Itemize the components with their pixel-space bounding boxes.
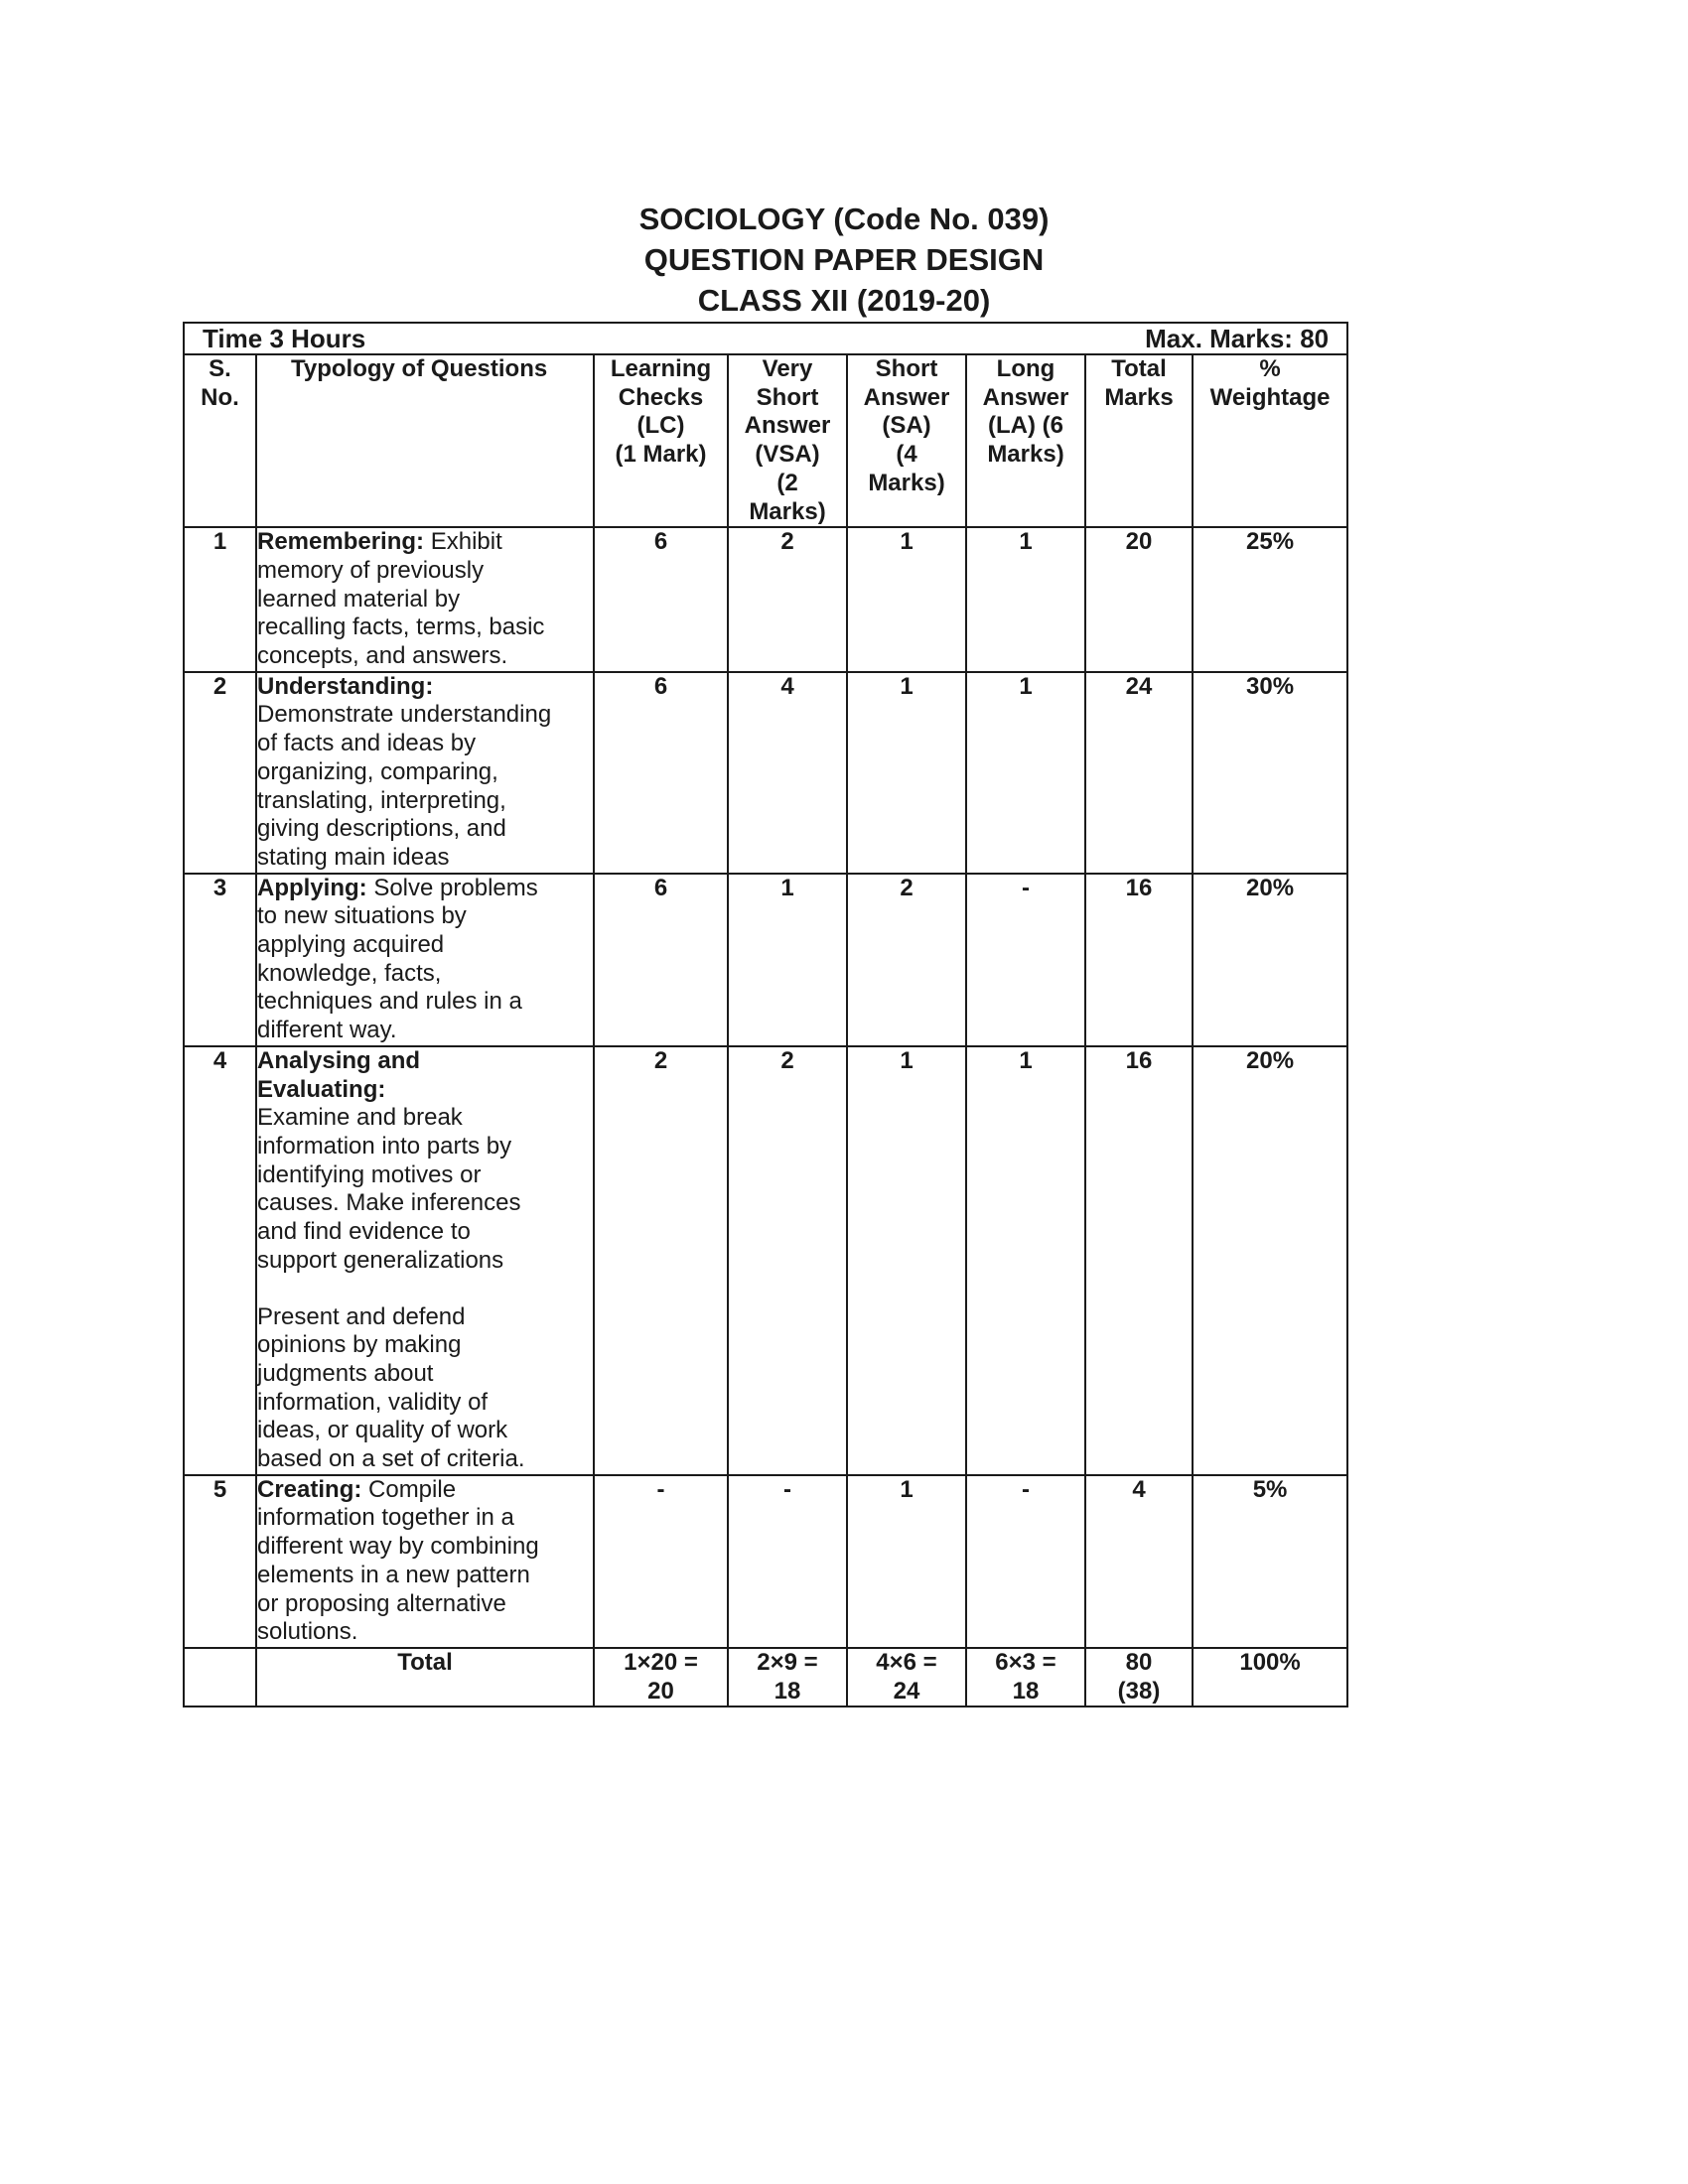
row-total-marks: 16 xyxy=(1085,874,1193,1046)
row-weightage: 30% xyxy=(1193,672,1347,874)
row-serial-number: 2 xyxy=(184,672,256,874)
typology-line xyxy=(257,960,593,989)
total-weightage xyxy=(1193,1648,1347,1706)
question-paper-design-table xyxy=(183,322,1348,1707)
typology-text: Present and defend xyxy=(257,1302,466,1330)
table-row xyxy=(184,672,1347,874)
cell-line: S. xyxy=(209,355,231,382)
total-row xyxy=(184,1648,1347,1706)
typology-line xyxy=(257,758,593,787)
cell-line: Marks) xyxy=(987,441,1064,469)
row-vsa-count: - xyxy=(728,1475,847,1648)
typology-text: learned material by xyxy=(257,585,461,613)
document-class: CLASS XII (2019-20) xyxy=(697,283,991,318)
cell-line: Long xyxy=(996,355,1055,382)
typology-text: Examine and break xyxy=(257,1104,463,1132)
row-sa-count: 1 xyxy=(847,672,966,874)
header-typology xyxy=(256,354,594,527)
cell-line: (SA) xyxy=(882,412,931,440)
row-typology xyxy=(256,672,594,874)
typology-text: judgments about xyxy=(257,1359,434,1387)
typology-line xyxy=(257,1076,593,1105)
cell-line: (1 Mark) xyxy=(615,441,707,469)
typology-line xyxy=(257,931,593,960)
cell-line: Learning xyxy=(610,355,712,382)
table-header-row xyxy=(184,354,1347,527)
cell-line: (38) xyxy=(1117,1677,1161,1705)
typology-text: based on a set of criteria. xyxy=(257,1445,525,1473)
typology-text: concepts, and answers. xyxy=(257,642,508,670)
total-label: Total xyxy=(256,1648,594,1706)
header-sno xyxy=(184,354,256,527)
row-typology xyxy=(256,527,594,672)
typology-line xyxy=(257,1189,593,1218)
typology-line xyxy=(257,1618,593,1647)
total-vsa xyxy=(728,1648,847,1706)
typology-text: solutions. xyxy=(257,1618,358,1646)
meta-cell xyxy=(184,323,1347,354)
header-la xyxy=(966,354,1085,527)
row-serial-number: 3 xyxy=(184,874,256,1046)
cell-line: Short xyxy=(756,383,819,411)
row-la-count: - xyxy=(966,874,1085,1046)
table-body xyxy=(184,527,1347,1706)
row-typology xyxy=(256,1046,594,1475)
typology-gap xyxy=(257,1276,593,1303)
typology-text: Solve problems xyxy=(366,874,538,901)
typology-line xyxy=(257,844,593,873)
cell-line: Weightage xyxy=(1209,383,1331,411)
typology-line xyxy=(257,614,593,642)
typology-line xyxy=(257,1133,593,1161)
typology-line xyxy=(257,902,593,931)
row-sa-count: 1 xyxy=(847,1475,966,1648)
typology-line xyxy=(257,1104,593,1133)
total-marks xyxy=(1085,1648,1193,1706)
typology-line xyxy=(257,557,593,586)
row-vsa-count: 2 xyxy=(728,527,847,672)
typology-line xyxy=(257,1331,593,1360)
row-typology xyxy=(256,874,594,1046)
typology-heading: Creating: xyxy=(257,1475,362,1503)
typology-heading: Understanding: xyxy=(257,672,434,700)
typology-text: recalling facts, terms, basic xyxy=(257,614,545,641)
typology-line xyxy=(257,1590,593,1619)
row-total-marks: 16 xyxy=(1085,1046,1193,1475)
typology-text: translating, interpreting, xyxy=(257,786,506,814)
typology-text: Compile xyxy=(361,1475,457,1503)
table-meta-row xyxy=(184,323,1347,354)
typology-line xyxy=(257,1389,593,1418)
typology-line xyxy=(257,528,593,557)
typology-text: different way by combining xyxy=(257,1533,539,1561)
typology-line xyxy=(257,1445,593,1474)
title-block xyxy=(0,199,1688,321)
typology-text: opinions by making xyxy=(257,1331,462,1359)
typology-line xyxy=(257,1218,593,1247)
typology-line xyxy=(257,701,593,730)
total-sa xyxy=(847,1648,966,1706)
typology-line xyxy=(257,1562,593,1590)
row-weightage: 25% xyxy=(1193,527,1347,672)
row-lc-count: 6 xyxy=(594,874,728,1046)
cell-line: 18 xyxy=(1012,1677,1040,1705)
cell-line: (LA) (6 xyxy=(988,412,1063,440)
cell-line: Answer xyxy=(744,412,831,440)
typology-line xyxy=(257,642,593,671)
row-total-marks: 24 xyxy=(1085,672,1193,874)
typology-text: applying acquired xyxy=(257,931,445,959)
typology-text: Demonstrate understanding xyxy=(257,701,552,729)
typology-heading: Remembering: xyxy=(257,528,425,556)
typology-text: or proposing alternative xyxy=(257,1589,506,1617)
cell-line: 4×6 = xyxy=(876,1648,937,1676)
typology-text: giving descriptions, and xyxy=(257,815,506,843)
row-lc-count: 6 xyxy=(594,527,728,672)
header-sa xyxy=(847,354,966,527)
row-la-count: 1 xyxy=(966,527,1085,672)
row-serial-number: 4 xyxy=(184,1046,256,1475)
typology-line xyxy=(257,1476,593,1505)
row-lc-count: 2 xyxy=(594,1046,728,1475)
typology-line xyxy=(257,815,593,844)
cell-line: 80 xyxy=(1125,1648,1153,1676)
row-weightage: 20% xyxy=(1193,1046,1347,1475)
row-vsa-count: 2 xyxy=(728,1046,847,1475)
typology-line xyxy=(257,1017,593,1045)
cell-line: (VSA) xyxy=(755,441,820,469)
cell-line: (LC) xyxy=(636,412,685,440)
typology-heading: Analysing and xyxy=(257,1046,421,1074)
cell-line: 24 xyxy=(893,1677,920,1705)
typology-text: support generalizations xyxy=(257,1246,504,1274)
table-row xyxy=(184,1046,1347,1475)
cell-line: Answer xyxy=(863,383,950,411)
document-subtitle: QUESTION PAPER DESIGN xyxy=(643,242,1045,277)
typology-line xyxy=(257,730,593,758)
typology-line xyxy=(257,1504,593,1533)
row-typology xyxy=(256,1475,594,1648)
cell-line: Marks xyxy=(1104,383,1174,411)
typology-heading: Evaluating: xyxy=(257,1075,386,1103)
row-la-count: - xyxy=(966,1475,1085,1648)
cell-line: 1×20 = xyxy=(624,1648,698,1676)
document-title: SOCIOLOGY (Code No. 039) xyxy=(638,202,1050,236)
cell-line: % xyxy=(1259,355,1281,382)
typology-text: and find evidence to xyxy=(257,1218,471,1246)
cell-line: Typology of Questions xyxy=(291,355,548,382)
typology-line xyxy=(257,1303,593,1332)
typology-text: information into parts by xyxy=(257,1132,512,1160)
row-la-count: 1 xyxy=(966,1046,1085,1475)
cell-line: Marks) xyxy=(749,497,826,525)
typology-text: memory of previously xyxy=(257,556,485,584)
max-marks-label: Max. Marks: 80 xyxy=(1145,324,1330,353)
cell-line: Answer xyxy=(982,383,1069,411)
typology-text: elements in a new pattern xyxy=(257,1561,530,1588)
typology-line xyxy=(257,586,593,614)
typology-text: Exhibit xyxy=(424,528,502,556)
row-total-marks: 4 xyxy=(1085,1475,1193,1648)
typology-line xyxy=(257,787,593,816)
cell-line: 100% xyxy=(1239,1648,1301,1676)
typology-text: causes. Make inferences xyxy=(257,1189,521,1217)
row-vsa-count: 4 xyxy=(728,672,847,874)
typology-text: to new situations by xyxy=(257,902,467,930)
row-lc-count: 6 xyxy=(594,672,728,874)
row-sa-count: 1 xyxy=(847,527,966,672)
typology-line xyxy=(257,1161,593,1190)
total-lc xyxy=(594,1648,728,1706)
typology-line xyxy=(257,1047,593,1076)
typology-line xyxy=(257,1533,593,1562)
typology-text: of facts and ideas by xyxy=(257,730,477,757)
row-vsa-count: 1 xyxy=(728,874,847,1046)
typology-text: identifying motives or xyxy=(257,1160,482,1188)
typology-text: ideas, or quality of work xyxy=(257,1417,508,1444)
row-weightage: 20% xyxy=(1193,874,1347,1046)
typology-text: knowledge, facts, xyxy=(257,959,442,987)
table-row xyxy=(184,1475,1347,1648)
cell-line: 18 xyxy=(774,1677,801,1705)
header-lc xyxy=(594,354,728,527)
typology-line xyxy=(257,1417,593,1445)
header-vsa xyxy=(728,354,847,527)
cell-line: 20 xyxy=(647,1677,674,1705)
row-total-marks: 20 xyxy=(1085,527,1193,672)
typology-line xyxy=(257,988,593,1017)
cell-line: No. xyxy=(201,383,239,411)
typology-heading: Applying: xyxy=(257,874,367,901)
row-lc-count: - xyxy=(594,1475,728,1648)
cell-line: Very xyxy=(762,355,813,382)
cell-line: Marks) xyxy=(868,469,945,496)
typology-text: different way. xyxy=(257,1017,397,1044)
table-row xyxy=(184,527,1347,672)
cell-line: Short xyxy=(875,355,938,382)
cell-line: Checks xyxy=(618,383,704,411)
typology-line xyxy=(257,1360,593,1389)
row-weightage: 5% xyxy=(1193,1475,1347,1648)
row-la-count: 1 xyxy=(966,672,1085,874)
total-la xyxy=(966,1648,1085,1706)
typology-text: techniques and rules in a xyxy=(257,988,522,1016)
typology-text: organizing, comparing, xyxy=(257,757,498,785)
typology-text: stating main ideas xyxy=(257,843,450,871)
row-sa-count: 1 xyxy=(847,1046,966,1475)
row-serial-number: 5 xyxy=(184,1475,256,1648)
typology-line xyxy=(257,1247,593,1276)
typology-line xyxy=(257,875,593,903)
cell-line: (2 xyxy=(776,469,798,496)
total-sno-cell xyxy=(184,1648,256,1706)
header-total xyxy=(1085,354,1193,527)
typology-text: information together in a xyxy=(257,1504,514,1532)
table-row xyxy=(184,874,1347,1046)
cell-line: (4 xyxy=(896,441,917,469)
cell-line: 6×3 = xyxy=(995,1648,1056,1676)
row-serial-number: 1 xyxy=(184,527,256,672)
header-weightage xyxy=(1193,354,1347,527)
cell-line: 2×9 = xyxy=(757,1648,818,1676)
typology-line xyxy=(257,673,593,702)
typology-text: information, validity of xyxy=(257,1388,489,1416)
time-label: Time 3 Hours xyxy=(203,324,366,353)
row-sa-count: 2 xyxy=(847,874,966,1046)
cell-line: Total xyxy=(1111,355,1167,382)
